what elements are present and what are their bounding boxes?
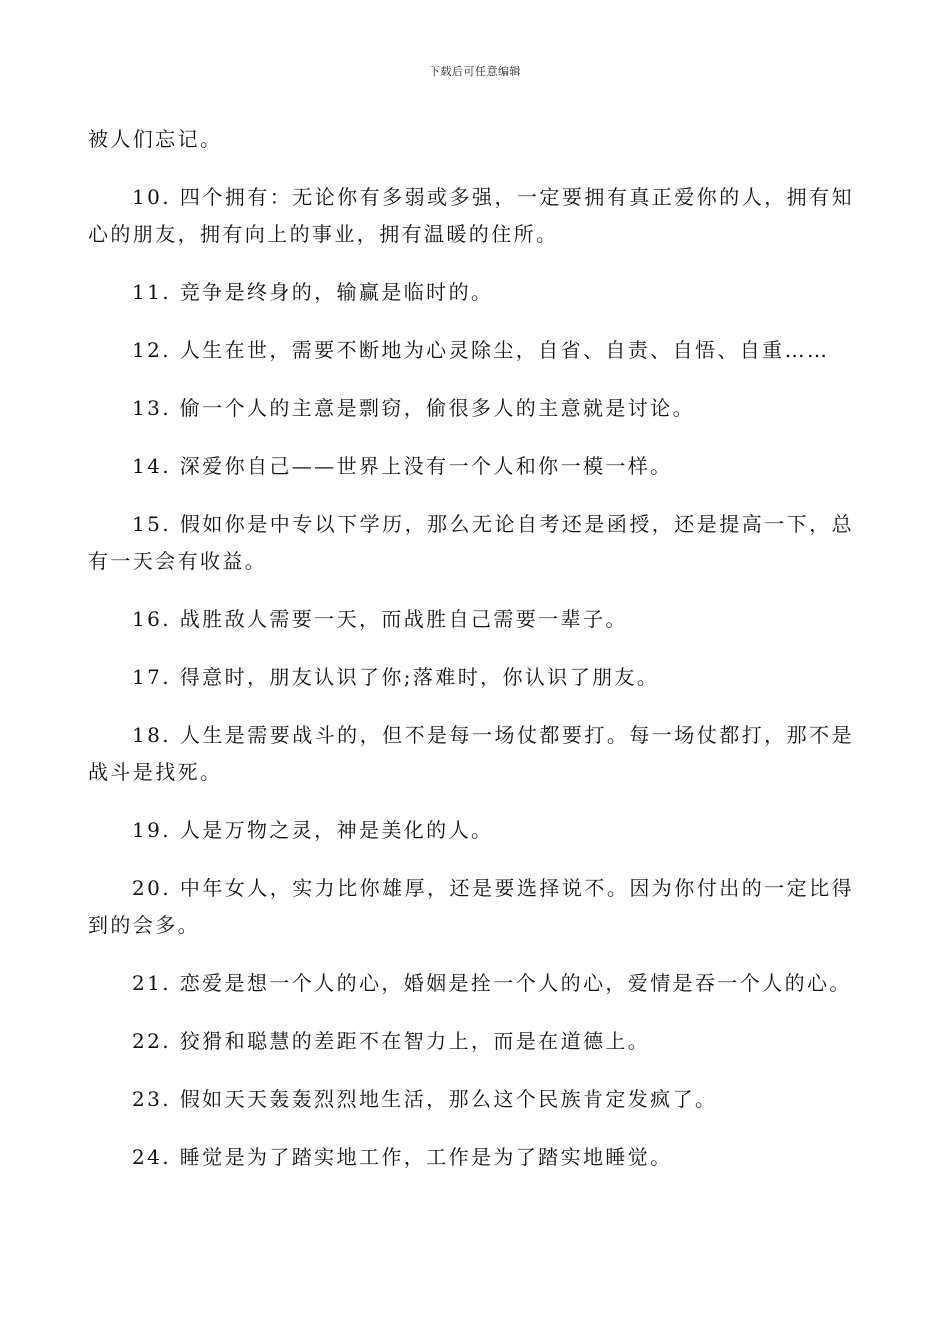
quote-item-17: 17. 得意时，朋友认识了你;落难时，你认识了朋友。 (132, 665, 660, 689)
quote-item-22: 22. 狡猾和聪慧的差距不在智力上，而是在道德上。 (132, 1029, 651, 1053)
quote-item-23: 23. 假如天天轰轰烈烈地生活，那么这个民族肯定发疯了。 (132, 1087, 718, 1111)
quote-item-12: 12. 人生在世，需要不断地为心灵除尘，自省、自责、自悟、自重…… (132, 338, 830, 362)
quote-item-20: 20. 中年女人，实力比你雄厚，还是要选择说不。因为你付出的一定比得到的会多。 (88, 876, 854, 937)
quote-item-19: 19. 人是万物之灵，神是美化的人。 (132, 818, 494, 842)
document-body (88, 121, 854, 1197)
quote-item-10: 10. 四个拥有：无论你有多弱或多强，一定要拥有真正爱你的人，拥有知心的朋友，拥有向上的事业，拥有温暖的住所。 (88, 185, 854, 246)
quote-item-15: 15. 假如你是中专以下学历，那么无论自考还是函授，还是提高一下，总有一天会有收益。 (88, 512, 854, 573)
quote-item-24: 24. 睡觉是为了踏实地工作，工作是为了踏实地睡觉。 (132, 1145, 673, 1169)
quote-item-18: 18. 人生是需要战斗的，但不是每一场仗都要打。每一场仗都打，那不是战斗是找死。 (88, 723, 854, 784)
quote-item-14: 14. 深爱你自己——世界上没有一个人和你一模一样。 (132, 454, 673, 478)
quote-item-11: 11. 竞争是终身的，输赢是临时的。 (132, 280, 494, 304)
page-header: 下载后可任意编辑 (429, 65, 521, 78)
paragraph-continuation: 被人们忘记。 (88, 127, 223, 151)
quote-item-13: 13. 偷一个人的主意是剽窃，偷很多人的主意就是讨论。 (132, 396, 695, 420)
quote-item-21: 21. 恋爱是想一个人的心，婚姻是拴一个人的心，爱情是吞一个人的心。 (132, 971, 852, 995)
quote-item-16: 16. 战胜敌人需要一天，而战胜自己需要一辈子。 (132, 607, 628, 631)
